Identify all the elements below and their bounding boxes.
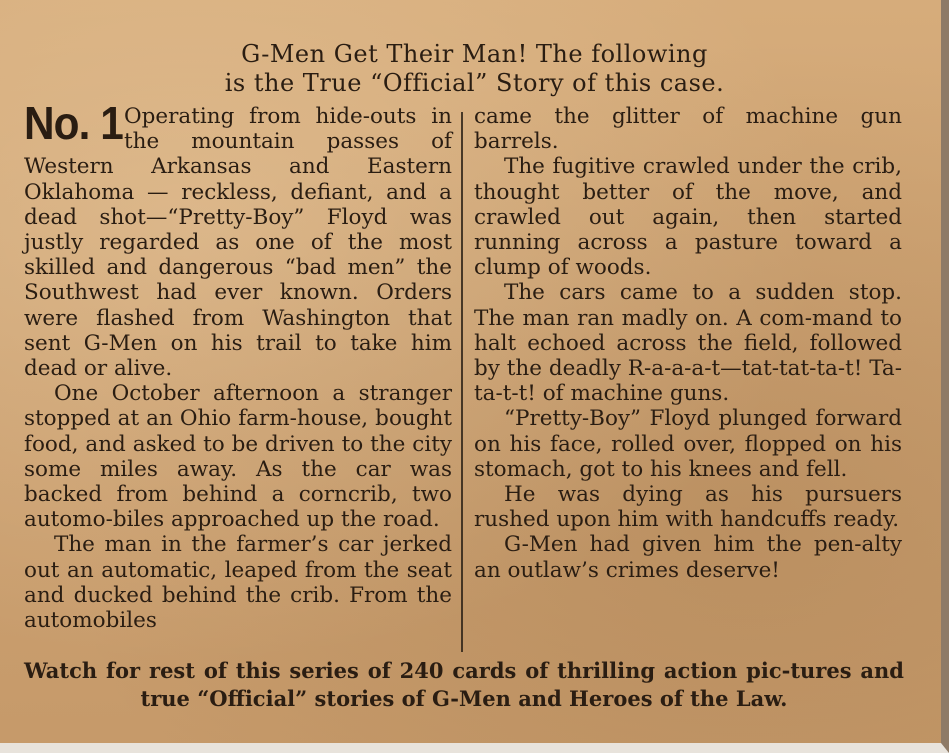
story-right-column [474,104,902,583]
story-paragraph: The fugitive crawled under the crib, thought better of the move, and crawled out again, then started running across a pasture toward a clump of woods. [474,154,902,281]
header-line-2: is the True “Official” Story of this case. [224,69,725,97]
story-paragraph: He was dying as his pursuers rushed upon him with handcuffs ready. [474,482,902,533]
story-left-column [24,104,452,633]
series-footer: Watch for rest of this series of 240 cards of thrilling action pic-tures and true “Official” stories of G-Men and Heroes of the Law. [24,658,904,711]
story-paragraph: One October afternoon a stranger stopped at an Ohio farm-house, bought food, and asked to be driven to the city some miles away. As the car was backed from behind a corncrib, two automo-biles approached up the road. [24,381,452,533]
story-paragraph: “Pretty-Boy” Floyd plunged forward on his face, rolled over, flopped on his stomach, got to his knees and fell. [474,406,902,482]
story-paragraph: The cars came to a sudden stop. The man ran madly on. A com-mand to halt echoed across the field, followed by the deadly R-a-a-a-t—tat-tat-ta-t! Ta-ta-t-t! of machine guns. [474,280,902,407]
card-header [0,40,949,98]
story-paragraph: The man in the farmer’s car jerked out an automatic, leaped from the seat and ducked behind the crib. From the automobiles [24,532,452,634]
story-paragraph: G-Men had given him the pen-alty an outlaw’s crimes deserve! [474,532,902,583]
card-number: No. 1 [24,97,123,149]
header-line-1: G-Men Get Their Man! The following [241,40,708,68]
story-paragraph: Operating from hide-outs in the mountain passes of Western Arkansas and Eastern Oklahoma — reckless, defiant, and a dead shot—“Pretty-Boy” Floyd was justly regarded as one of the most skilled and dangerous “bad men” the Southwest had ever known. Orders were flashed from Washington that sent G-Men on his trail to take him dead or alive. [24,104,452,382]
story-paragraph: came the glitter of machine gun barrels. [474,104,902,155]
column-divider [461,112,463,652]
